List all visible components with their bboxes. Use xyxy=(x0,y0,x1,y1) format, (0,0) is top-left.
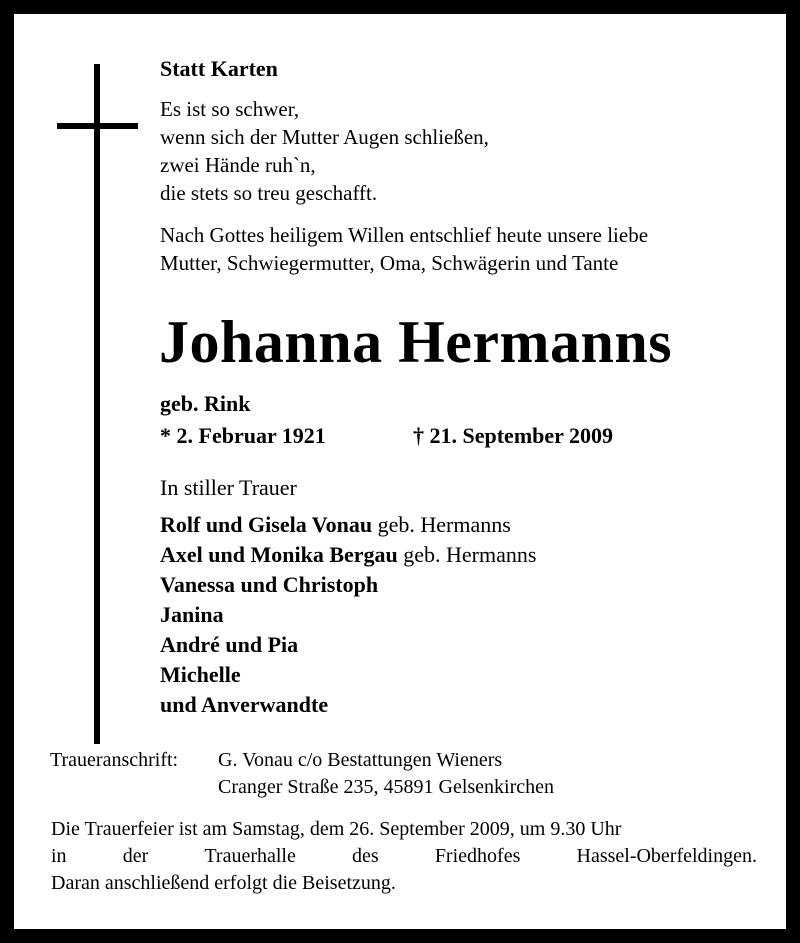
mourner-name: und Anverwandte xyxy=(160,692,329,717)
service-word: Hassel-Oberfeldingen. xyxy=(576,845,757,867)
service-text: Die Trauerfeier ist am Samstag, dem 26. September 2009, um 9.30 Uhr xyxy=(51,818,622,840)
deceased-name: Johanna Hermanns xyxy=(159,309,673,375)
service-word: der xyxy=(122,845,149,867)
mourner-entry xyxy=(160,630,536,660)
service-word: in xyxy=(51,845,67,867)
mourner-suffix: geb. Hermanns xyxy=(372,512,511,537)
cross-vertical-bar xyxy=(94,64,100,744)
birth-date: * 2. Februar 1921 xyxy=(160,423,326,448)
service-line-justified xyxy=(51,843,757,870)
mourners-list xyxy=(160,510,536,720)
intro-line: Mutter, Schwiegermutter, Oma, Schwägerin und Tante xyxy=(160,251,619,275)
mourner-name: Rolf und Gisela Vonau xyxy=(160,512,373,537)
mourner-entry xyxy=(160,510,536,540)
mourner-entry xyxy=(160,540,536,570)
mourner-suffix: geb. Hermanns xyxy=(397,542,537,567)
address-line: Cranger Straße 235, 45891 Gelsenkirchen xyxy=(218,776,555,798)
address-line: G. Vonau c/o Bestattungen Wieners xyxy=(218,749,503,771)
poem-line: die stets so treu geschafft. xyxy=(160,181,378,205)
mourner-entry xyxy=(160,600,536,630)
address-label: Traueranschrift: xyxy=(50,749,179,771)
intro-line: Nach Gottes heiligem Willen entschlief heute unsere liebe xyxy=(160,223,649,247)
service-line: Daran anschließend erfolgt die Beisetzung. xyxy=(51,872,396,894)
cross-horizontal-bar xyxy=(57,123,138,129)
service-word: Trauerhalle xyxy=(204,845,296,867)
address-block xyxy=(218,747,554,801)
death-date: † 21. September 2009 xyxy=(413,423,614,448)
mourner-name: André und Pia xyxy=(160,632,299,657)
poem-line: zwei Hände ruh`n, xyxy=(160,153,316,177)
service-announcement xyxy=(51,816,757,897)
mourner-name: Michelle xyxy=(160,662,241,687)
service-line xyxy=(51,816,757,843)
intro-text xyxy=(160,221,648,277)
poem-line: wenn sich der Mutter Augen schließen, xyxy=(160,125,489,149)
service-word: Friedhofes xyxy=(434,845,521,867)
poem-line: Es ist so schwer, xyxy=(160,97,300,121)
maiden-name: geb. Rink xyxy=(160,391,251,416)
mourner-entry xyxy=(160,570,536,600)
mourner-name: Janina xyxy=(160,602,224,627)
heading: Statt Karten xyxy=(160,56,278,81)
mourner-name: Axel und Monika Bergau xyxy=(160,542,398,567)
mourner-entry xyxy=(160,660,536,690)
mourning-line: In stiller Trauer xyxy=(160,475,297,500)
mourner-name: Vanessa und Christoph xyxy=(160,572,379,597)
poem xyxy=(160,95,489,207)
service-word: des xyxy=(352,845,379,867)
mourner-entry xyxy=(160,690,536,720)
